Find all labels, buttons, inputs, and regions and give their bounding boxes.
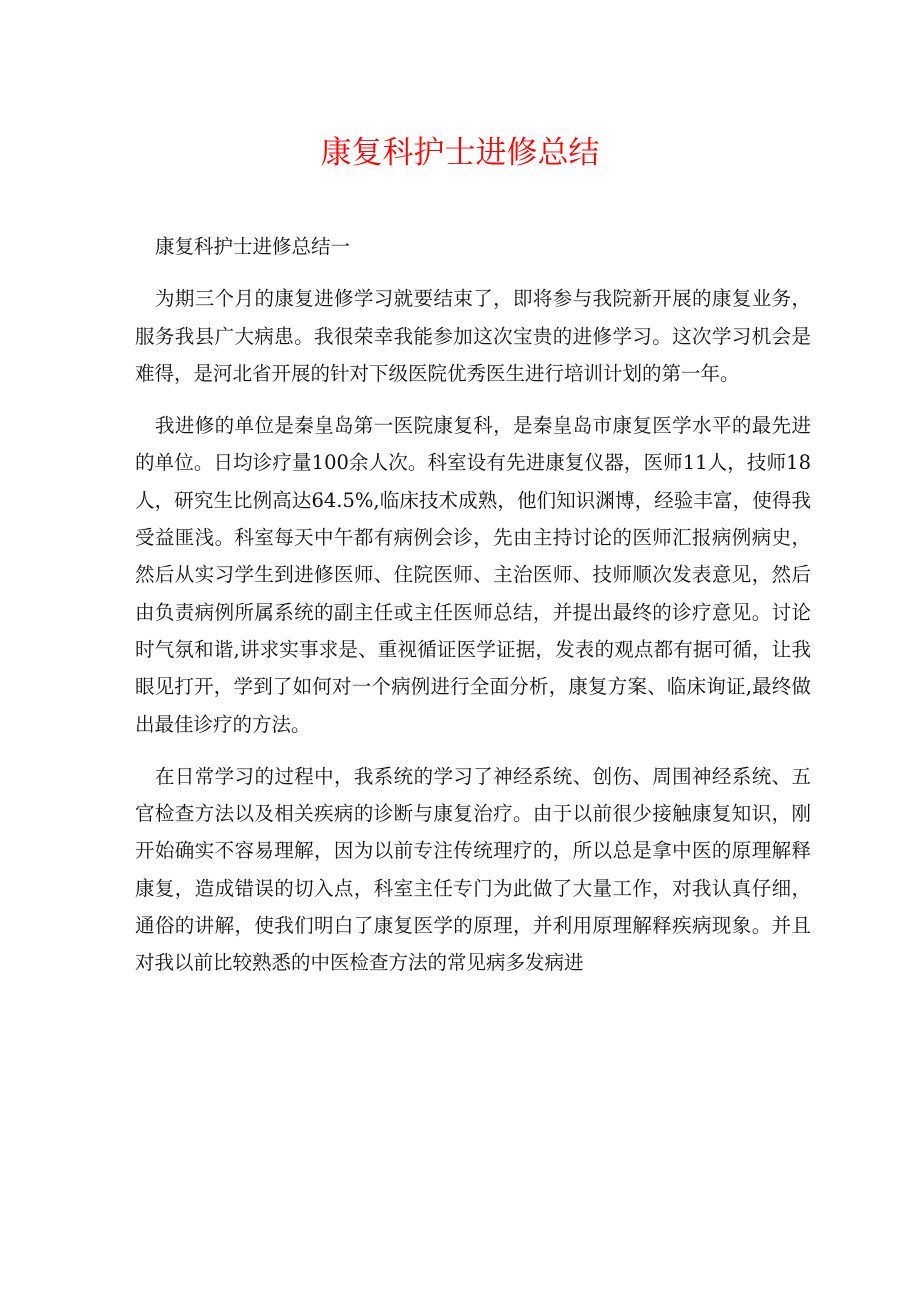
document-body bbox=[135, 228, 811, 997]
document-title: 康复科护士进修总结 bbox=[320, 135, 600, 171]
paragraph-2: 我进修的单位是秦皇岛第一医院康复科，是秦皇岛市康复医学水平的最先进的单位。日均诊疗量100余人次。科室设有先进康复仪器，医师11人，技师18人，研究生比例高达64.5%,临床技术成熟，他们知识渊博，经验丰富，使得我受益匪浅。科室每天中午都有病例会诊，先由主持讨论的医师汇报病例病史，然后从实习学生到进修医师、住院医师、主治医师、技师顺次发表意见，然后由负责病例所属系统的副主任或主任医师总结，并提出最终的诊疗意见。讨论时气氛和谐,讲求实事求是、重视循证医学证据，发表的观点都有据可循，让我眼见打开，学到了如何对一个病例进行全面分析，康复方案、临床询证,最终做出最佳诊疗的方法。 bbox=[135, 414, 811, 736]
paragraph-1: 为期三个月的康复进修学习就要结束了，即将参与我院新开展的康复业务，服务我县广大病患。我很荣幸我能参加这次宝贵的进修学习。这次学习机会是难得，是河北省开展的针对下级医院优秀医生进行培训计划的第一年。 bbox=[135, 287, 811, 385]
paragraph-3: 在日常学习的过程中，我系统的学习了神经系统、创伤、周围神经系统、五官检查方法以及相关疾病的诊断与康复治疗。由于以前很少接触康复知识，刚开始确实不容易理解，因为以前专注传统理疗的，所以总是拿中医的原理解释康复，造成错误的切入点，科室主任专门为此做了大量工作，对我认真仔细，通俗的讲解，使我们明白了康复医学的原理，并利用原理解释疾病现象。并且对我以前比较熟悉的中医检查方法的常见病多发病进 bbox=[135, 764, 811, 975]
section-subtitle: 康复科护士进修总结一 bbox=[155, 235, 351, 258]
